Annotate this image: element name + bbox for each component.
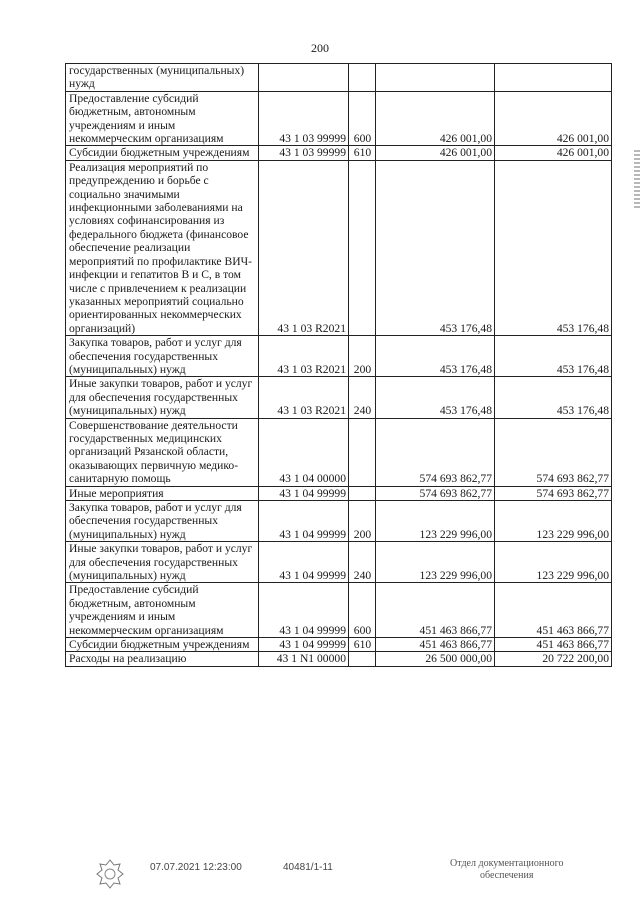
- footer-dept-line2: обеспечения: [480, 870, 534, 881]
- coat-of-arms-icon: [95, 858, 125, 890]
- row-amount-plan: 574 693 862,77: [376, 486, 495, 500]
- row-amount-plan: 451 463 866,77: [376, 583, 495, 638]
- row-expense-type: 240: [349, 377, 376, 418]
- row-amount-plan: 123 229 996,00: [376, 501, 495, 542]
- row-code: 43 1 04 99999: [259, 542, 349, 583]
- scan-edge-mark: [634, 150, 640, 210]
- row-code: 43 1 04 99999: [259, 583, 349, 638]
- table-row: [66, 377, 612, 418]
- budget-table: [65, 63, 612, 667]
- footer-department-stamp: [450, 858, 563, 882]
- row-expense-type: 600: [349, 583, 376, 638]
- row-name: Закупка товаров, работ и услуг для обеспечения государственных (муниципальных) нужд: [66, 501, 259, 542]
- table-row: [66, 64, 612, 92]
- row-name: Субсидии бюджетным учреждениям: [66, 638, 259, 652]
- row-expense-type: [349, 160, 376, 335]
- footer-datetime: 07.07.2021 12:23:00: [150, 862, 242, 873]
- row-expense-type: 600: [349, 91, 376, 146]
- row-code: 43 1 03 99999: [259, 91, 349, 146]
- row-amount-plan: 426 001,00: [376, 91, 495, 146]
- row-amount-fact: 123 229 996,00: [495, 501, 612, 542]
- row-name: Предоставление субсидий бюджетным, автономным учреждениям и иным некоммерческим организациям: [66, 583, 259, 638]
- row-code: 43 1 03 99999: [259, 146, 349, 160]
- row-expense-type: 610: [349, 146, 376, 160]
- row-expense-type: 200: [349, 501, 376, 542]
- table-row: [66, 652, 612, 666]
- table-row: [66, 146, 612, 160]
- table-row: [66, 336, 612, 377]
- row-amount-fact: 426 001,00: [495, 91, 612, 146]
- row-amount-fact: 426 001,00: [495, 146, 612, 160]
- footer-dept-line1: Отдел документационного: [450, 858, 564, 869]
- table-row: [66, 418, 612, 486]
- row-name: Иные мероприятия: [66, 486, 259, 500]
- row-code: 43 1 04 99999: [259, 486, 349, 500]
- row-code: 43 1 04 99999: [259, 501, 349, 542]
- row-expense-type: [349, 486, 376, 500]
- row-name: Расходы на реализацию: [66, 652, 259, 666]
- row-code: 43 1 03 R2021: [259, 377, 349, 418]
- row-code: 43 1 03 R2021: [259, 160, 349, 335]
- footer-doc-number: 40481/1-11: [283, 862, 333, 873]
- row-expense-type: 200: [349, 336, 376, 377]
- row-name: Иные закупки товаров, работ и услуг для обеспечения государственных (муниципальных) нужд: [66, 377, 259, 418]
- table-row: [66, 91, 612, 146]
- row-amount-plan: 574 693 862,77: [376, 418, 495, 486]
- row-amount-fact: 453 176,48: [495, 377, 612, 418]
- page-number: 200: [311, 41, 329, 55]
- row-amount-fact: 451 463 866,77: [495, 638, 612, 652]
- row-expense-type: [349, 652, 376, 666]
- row-amount-plan: 453 176,48: [376, 336, 495, 377]
- page-footer: [0, 858, 640, 898]
- row-name: Реализация мероприятий по предупреждению и борьбе с социально значимыми инфекционными заболеваниями на условиях софинансирования из федерального бюджета (финансовое обеспечение реализации мероприятий по профилактике ВИЧ-инфекции и гепатитов В и С, в том числе с привлечением к реализации указанных мероприятий социально ориентированных некоммерческих организаций): [66, 160, 259, 335]
- row-amount-fact: 123 229 996,00: [495, 542, 612, 583]
- table-row: [66, 583, 612, 638]
- row-amount-plan: 451 463 866,77: [376, 638, 495, 652]
- row-expense-type: [349, 418, 376, 486]
- row-name: Предоставление субсидий бюджетным, автономным учреждениям и иным некоммерческим организациям: [66, 91, 259, 146]
- table-row: [66, 160, 612, 335]
- row-amount-plan: 123 229 996,00: [376, 542, 495, 583]
- row-code: 43 1 04 00000: [259, 418, 349, 486]
- row-name: Субсидии бюджетным учреждениям: [66, 146, 259, 160]
- budget-table-body: [66, 64, 612, 667]
- row-amount-plan: 426 001,00: [376, 146, 495, 160]
- row-amount-plan: 453 176,48: [376, 160, 495, 335]
- row-name: Иные закупки товаров, работ и услуг для обеспечения государственных (муниципальных) нужд: [66, 542, 259, 583]
- row-amount-plan: 26 500 000,00: [376, 652, 495, 666]
- row-code: 43 1 N1 00000: [259, 652, 349, 666]
- row-amount-fact: [495, 64, 612, 92]
- table-row: [66, 638, 612, 652]
- row-expense-type: 610: [349, 638, 376, 652]
- row-amount-fact: 451 463 866,77: [495, 583, 612, 638]
- row-amount-fact: 574 693 862,77: [495, 418, 612, 486]
- row-amount-fact: 20 722 200,00: [495, 652, 612, 666]
- row-amount-fact: 453 176,48: [495, 160, 612, 335]
- row-amount-fact: 574 693 862,77: [495, 486, 612, 500]
- row-code: 43 1 04 99999: [259, 638, 349, 652]
- row-code: 43 1 03 R2021: [259, 336, 349, 377]
- row-amount-plan: [376, 64, 495, 92]
- row-name: государственных (муниципальных) нужд: [66, 64, 259, 92]
- row-name: Закупка товаров, работ и услуг для обеспечения государственных (муниципальных) нужд: [66, 336, 259, 377]
- row-code: [259, 64, 349, 92]
- row-amount-fact: 453 176,48: [495, 336, 612, 377]
- row-expense-type: [349, 64, 376, 92]
- table-row: [66, 501, 612, 542]
- row-name: Совершенствование деятельности государственных медицинских организаций Рязанской области, оказывающих первичную медико-санитарную помощь: [66, 418, 259, 486]
- table-row: [66, 542, 612, 583]
- table-row: [66, 486, 612, 500]
- row-amount-plan: 453 176,48: [376, 377, 495, 418]
- row-expense-type: 240: [349, 542, 376, 583]
